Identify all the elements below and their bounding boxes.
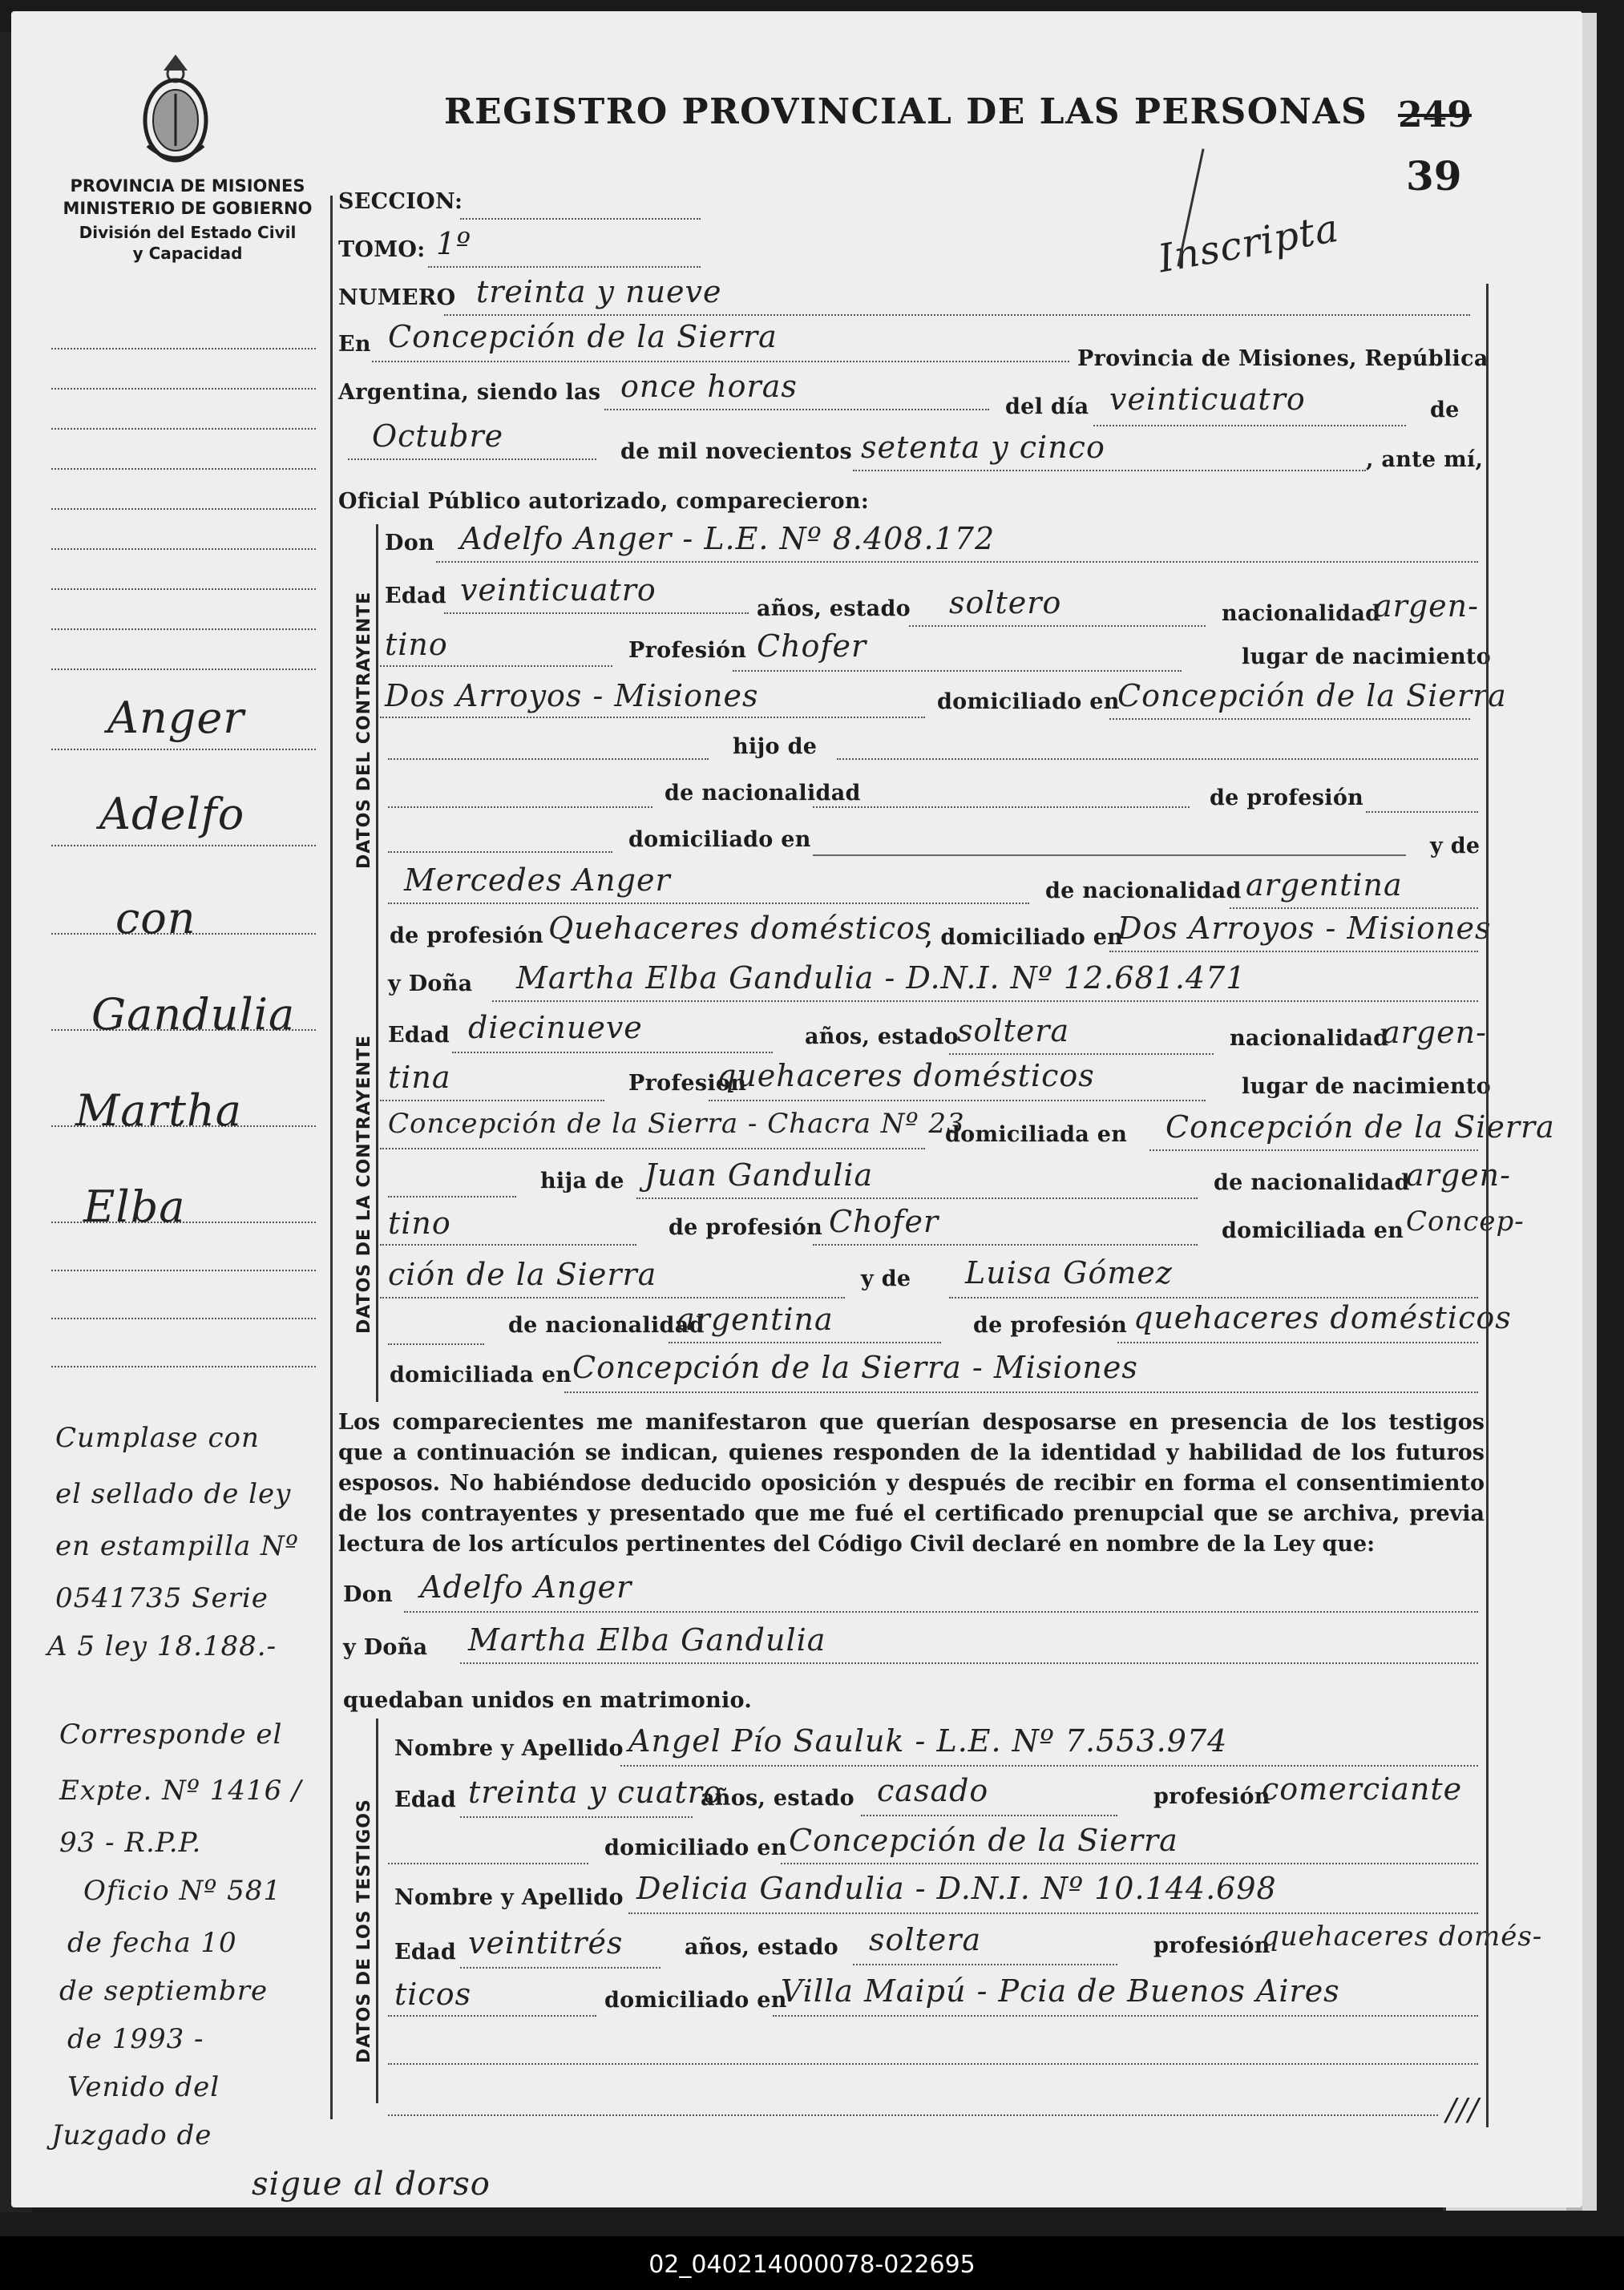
t2-nombre-label: Nombre y Apellido xyxy=(394,1885,624,1910)
margin-stamp-note-4: 0541735 Serie xyxy=(55,1582,269,1614)
contrayenta-section-label: DATOS DE LA CONTRAYENTE xyxy=(354,1035,374,1334)
contrayente-section-label: DATOS DEL CONTRAYENTE xyxy=(354,591,374,869)
margin-ref-note-2: Expte. Nº 1416 / xyxy=(59,1775,302,1807)
t2-estado-value: soltera xyxy=(869,1922,982,1957)
prof-value-2: quehaceres domésticos xyxy=(717,1058,1095,1093)
don-label: Don xyxy=(385,531,434,555)
t1-dom-value: Concepción de la Sierra xyxy=(789,1823,1178,1858)
padre-prof-value: Chofer xyxy=(829,1204,939,1239)
nac-value-2b: tina xyxy=(388,1060,451,1095)
anios-label: años, estado xyxy=(757,596,911,621)
tomo-value: 1º xyxy=(436,226,472,261)
t2-edad-label: Edad xyxy=(394,1940,457,1965)
mil-label: de mil novecientos xyxy=(620,439,853,464)
yde-label: y de xyxy=(1430,834,1481,858)
t2-dom-value: Villa Maipú - Pcia de Buenos Aires xyxy=(781,1973,1340,2009)
dom-value-2: Concepción de la Sierra xyxy=(1165,1109,1555,1145)
edad-label: Edad xyxy=(385,584,447,608)
t2-edad-value: veintitrés xyxy=(468,1925,624,1961)
authority-capacidad: y Capacidad xyxy=(132,244,243,263)
dom2-label: domiciliado en xyxy=(628,827,811,852)
en-value: Concepción de la Sierra xyxy=(388,319,778,354)
estado-value: soltero xyxy=(949,585,1062,620)
padre-prof-label: de profesión xyxy=(669,1215,823,1240)
margin-ref-note-5: de fecha 10 xyxy=(67,1927,237,1959)
page-title: REGISTRO PROVINCIAL DE LAS PERSONAS xyxy=(444,91,1368,132)
margin-ref-note-9: Juzgado de xyxy=(51,2119,212,2151)
register-page xyxy=(11,11,1582,2207)
t2-prof-value-2: ticos xyxy=(394,1977,472,2012)
authority-division: División del Estado Civil xyxy=(79,223,297,242)
hora-value: once horas xyxy=(620,369,798,404)
decl-don-label: Don xyxy=(343,1582,393,1607)
numero-label: NUMERO xyxy=(338,285,456,310)
t1-dom-label: domiciliado en xyxy=(604,1836,787,1860)
madre-dom-label-2: domiciliada en xyxy=(390,1363,572,1387)
t1-estado-value: casado xyxy=(877,1773,989,1808)
padre-dom-value-2: ción de la Sierra xyxy=(388,1257,657,1292)
dona-label: y Doña xyxy=(388,971,473,996)
right-border xyxy=(1486,284,1489,2127)
margin-name-5: Martha xyxy=(75,1085,242,1136)
madre-dom-value-2: Concepción de la Sierra - Misiones xyxy=(572,1350,1138,1385)
madre-value-2: Luisa Gómez xyxy=(965,1255,1173,1290)
edad-label-2: Edad xyxy=(388,1023,450,1048)
t1-prof-value: comerciante xyxy=(1262,1771,1463,1807)
margin-stamp-note-1: Cumplase con xyxy=(55,1422,260,1454)
edad-value-2: diecinueve xyxy=(468,1010,643,1045)
margin-name-6: Elba xyxy=(83,1181,186,1232)
ante-label: , ante mí, xyxy=(1366,447,1484,472)
margin-stamp-note-3: en estampilla Nº xyxy=(55,1530,299,1562)
t1-edad-label: Edad xyxy=(394,1787,457,1812)
margin-divider xyxy=(330,196,333,2119)
decl-don-value: Adelfo Anger xyxy=(420,1569,632,1605)
oficial-text: Oficial Público autorizado, comparecieron: xyxy=(338,489,870,514)
prof-label-2: Profesión xyxy=(628,1071,747,1096)
margin-name-4: Gandulia xyxy=(91,989,296,1040)
madre-prof-label-2: de profesión xyxy=(973,1313,1128,1338)
de-prof-label: de profesión xyxy=(1210,786,1364,810)
yde-label-2: y de xyxy=(861,1266,911,1291)
t2-prof-label: profesión xyxy=(1153,1933,1271,1958)
padre-nac-value-1: argen- xyxy=(1406,1157,1511,1193)
nac-value-1: argen- xyxy=(1374,588,1479,624)
argentina-text: Argentina, siendo las xyxy=(338,380,601,405)
inscripta-annotation: Inscripta xyxy=(1154,205,1343,282)
nac-value-2: tino xyxy=(385,627,448,662)
en-label: En xyxy=(338,332,371,357)
anios-label-2: años, estado xyxy=(805,1024,959,1049)
dia-value: veinticuatro xyxy=(1109,382,1306,417)
contrayente-bracket-2 xyxy=(376,969,378,1402)
lugar-value-2: Concepción de la Sierra - Chacra Nº 23 xyxy=(388,1108,965,1140)
anio-value: setenta y cinco xyxy=(861,430,1105,465)
margin-name-2: Adelfo xyxy=(99,789,245,839)
decl-dona-label: y Doña xyxy=(343,1635,428,1660)
t1-nombre-label: Nombre y Apellido xyxy=(394,1736,624,1761)
margin-stamp-note-2: el sellado de ley xyxy=(55,1478,292,1510)
t1-prof-label: profesión xyxy=(1153,1784,1271,1809)
continues-note: sigue al dorso xyxy=(252,2166,491,2203)
t2-anios-label: años, estado xyxy=(685,1935,838,1960)
authority-province: PROVINCIA DE MISIONES xyxy=(70,176,305,196)
nac-value-2a: argen- xyxy=(1382,1015,1487,1050)
decl-dona-value: Martha Elba Gandulia xyxy=(468,1622,826,1658)
seccion-label: SECCION: xyxy=(338,189,463,214)
madre-nac-value-2: argentina xyxy=(677,1302,834,1337)
padre-value: Juan Gandulia xyxy=(644,1157,874,1193)
t2-nombre-value: Delicia Gandulia - D.N.I. Nº 10.144.698 xyxy=(636,1871,1277,1906)
margin-ref-note-1: Corresponde el xyxy=(59,1719,283,1751)
image-code: 02_040214000078-022695 xyxy=(648,2251,976,2279)
dona-value: Martha Elba Gandulia - D.N.I. Nº 12.681.471 xyxy=(516,960,1246,996)
margin-name-3: con xyxy=(115,893,196,943)
madre-nac-label-2: de nacionalidad xyxy=(508,1313,705,1338)
margin-name-1: Anger xyxy=(107,693,245,743)
madre-prof-value-2: quehaceres domésticos xyxy=(1133,1300,1512,1335)
nac-label: nacionalidad xyxy=(1222,601,1381,626)
madre-dom-label: , domiciliado en xyxy=(925,925,1124,950)
madre-nac-label: de nacionalidad xyxy=(1045,878,1242,903)
margin-ref-note-6: de septiembre xyxy=(59,1975,269,2007)
estado-value-2: soltera xyxy=(957,1013,1070,1048)
madre-prof-value: Quehaceres domésticos xyxy=(548,911,932,946)
margin-ref-note-7: de 1993 - xyxy=(67,2023,204,2055)
madre-nac-value: argentina xyxy=(1246,867,1403,903)
authority-heading xyxy=(43,176,332,263)
padre-nac-label: de nacionalidad xyxy=(1214,1170,1410,1195)
declaration-paragraph: Los comparecientes me manifestaron que querían desposarse en presencia de los testigos que a continuación se indican, quienes responden de la identidad y habilidad de los futuros esposos. No habiéndose deducido oposición y después de recibir en forma el consentimiento de los contrayentes y presentado que me fué el certificado prenupcial que se archiva, previa lectura de los artículos pertinentes del Código Civil declaré en nombre de la Ley que: xyxy=(338,1410,1485,1557)
t1-anios-label: años, estado xyxy=(701,1786,854,1811)
de-label: de xyxy=(1430,398,1460,422)
padre-dom-value-1: Concep- xyxy=(1406,1206,1525,1238)
hija-label: hija de xyxy=(540,1169,624,1193)
prof-label: Profesión xyxy=(628,638,747,663)
de-nac-label: de nacionalidad xyxy=(665,781,861,806)
margin-ref-note-4: Oficio Nº 581 xyxy=(83,1875,281,1907)
margin-ref-note-3: 93 - R.P.P. xyxy=(59,1827,202,1859)
t2-prof-value-1: quehaceres domés- xyxy=(1262,1920,1543,1953)
del-dia-label: del día xyxy=(1005,394,1089,419)
madre-prof-label: de profesión xyxy=(390,923,544,948)
padre-nac-value-2: tino xyxy=(388,1206,451,1241)
dom-label: domiciliado en xyxy=(937,689,1120,714)
page-number-struck: 249 xyxy=(1398,95,1472,135)
prof-value: Chofer xyxy=(757,628,867,664)
edad-value: veinticuatro xyxy=(460,572,656,608)
lugar-label-2: lugar de nacimiento xyxy=(1242,1074,1491,1099)
testigos-section-label: DATOS DE LOS TESTIGOS xyxy=(354,1799,374,2063)
lugar-value: Dos Arroyos - Misiones xyxy=(385,678,759,713)
coat-of-arms-icon xyxy=(131,50,220,170)
end-mark: /// xyxy=(1446,2092,1480,2127)
dom-label-2: domiciliada en xyxy=(945,1122,1128,1147)
t1-nombre-value: Angel Pío Sauluk - L.E. Nº 7.553.974 xyxy=(628,1723,1228,1759)
mes-value: Octubre xyxy=(372,418,504,454)
numero-value: treinta y nueve xyxy=(476,274,722,309)
contrayente-bracket xyxy=(376,524,378,973)
don-value: Adelfo Anger - L.E. Nº 8.408.172 xyxy=(460,521,996,556)
nac-label-2: nacionalidad xyxy=(1230,1026,1389,1051)
unidos-text: quedaban unidos en matrimonio. xyxy=(343,1688,753,1713)
t2-dom-label: domiciliado en xyxy=(604,1988,787,2013)
lugar-label: lugar de nacimiento xyxy=(1242,644,1491,669)
madre-value: Mercedes Anger xyxy=(404,862,671,898)
madre-dom-value: Dos Arroyos - Misiones xyxy=(1117,911,1492,946)
authority-ministry: MINISTERIO DE GOBIERNO xyxy=(63,199,313,218)
tomo-label: TOMO: xyxy=(338,237,426,262)
margin-stamp-note-5: A 5 ley 18.188.- xyxy=(47,1630,277,1662)
dom-value: Concepción de la Sierra xyxy=(1117,678,1507,713)
margin-ref-note-8: Venido del xyxy=(67,2071,220,2103)
provincia-text: Provincia de Misiones, República xyxy=(1077,346,1489,371)
page-number: 39 xyxy=(1406,152,1462,200)
testigos-bracket xyxy=(376,1719,378,2103)
padre-dom-label: domiciliada en xyxy=(1222,1218,1404,1243)
t1-edad-value: treinta y cuatro xyxy=(468,1775,722,1810)
hijo-label: hijo de xyxy=(733,734,818,759)
